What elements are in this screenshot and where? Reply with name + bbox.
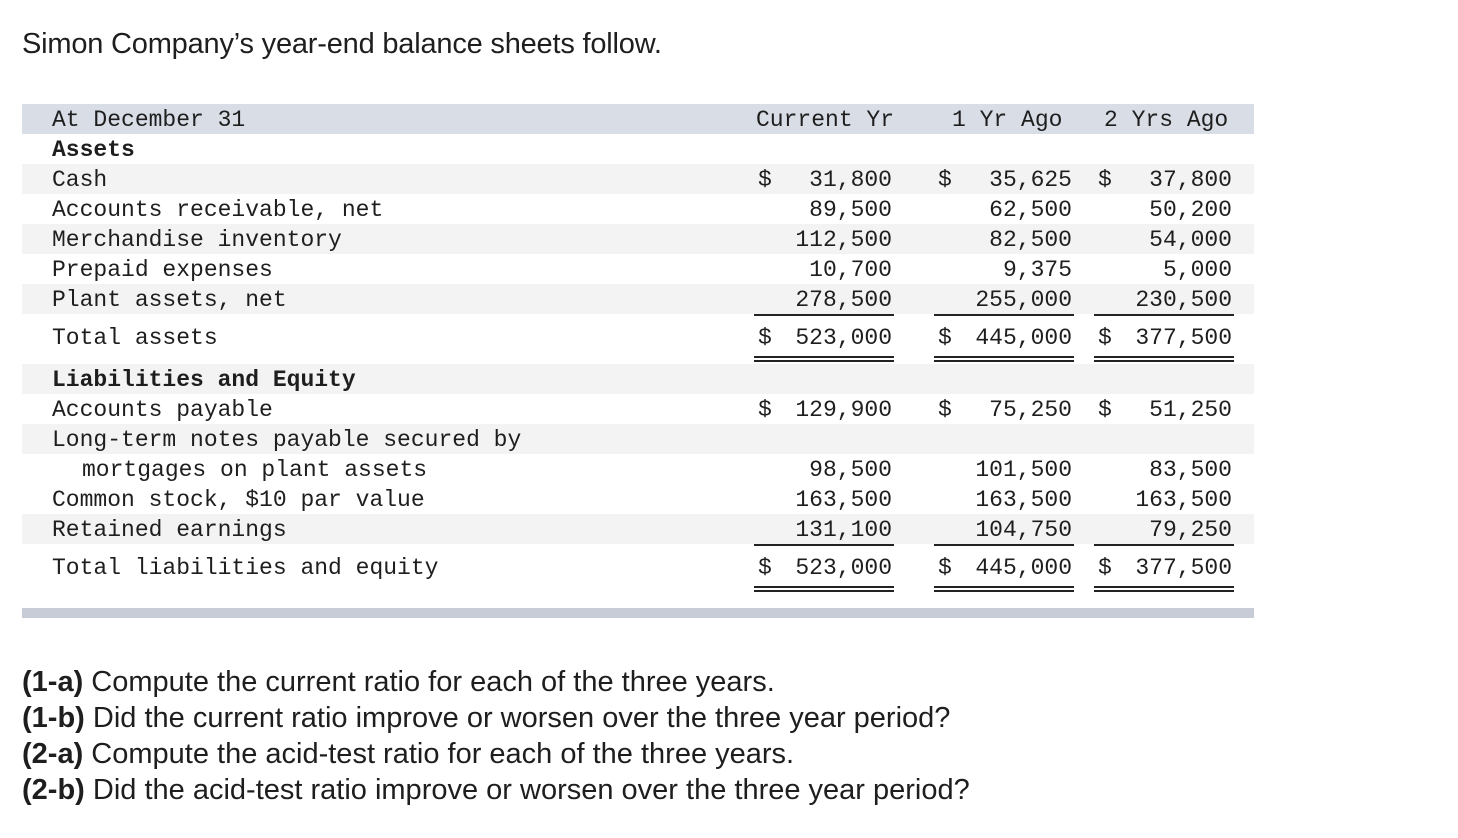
value-current-yr: 131,100 — [795, 517, 892, 543]
currency-symbol: $ — [758, 397, 772, 423]
liabilities-heading: Liabilities and Equity — [52, 367, 356, 393]
row-label: Plant assets, net — [52, 287, 287, 313]
header-label: At December 31 — [52, 107, 246, 133]
value-2-yrs-ago: 163,500 — [1135, 487, 1232, 513]
table-row — [22, 165, 1254, 195]
value-1-yr-ago: 75,250 — [989, 397, 1072, 423]
header-current-yr: Current Yr — [756, 107, 895, 133]
row-label: Total assets — [52, 325, 218, 351]
currency-symbol: $ — [938, 167, 952, 193]
subtotal-underline — [934, 544, 1074, 546]
value-current-yr: 278,500 — [795, 287, 892, 313]
currency-symbol: $ — [1098, 167, 1112, 193]
value-1-yr-ago: 445,000 — [975, 325, 1072, 351]
question-item — [22, 664, 970, 700]
row-label: Total liabilities and equity — [52, 555, 439, 581]
total-double-underline — [1094, 586, 1234, 592]
value-2-yrs-ago: 51,250 — [1149, 397, 1232, 423]
question-text: Did the acid-test ratio improve or worsen over the three year period? — [92, 774, 970, 806]
value-current-yr: 89,500 — [809, 197, 892, 223]
total-double-underline — [754, 586, 894, 592]
intro-text: Simon Company’s year-end balance sheets follow. — [22, 28, 662, 60]
row-label: Merchandise inventory — [52, 227, 342, 253]
question-text: Compute the acid-test ratio for each of the three years. — [91, 738, 795, 770]
value-2-yrs-ago: 79,250 — [1149, 517, 1232, 543]
assets-heading: Assets — [52, 137, 135, 163]
row-label: Long-term notes payable secured by — [52, 427, 522, 453]
currency-symbol: $ — [1098, 397, 1112, 423]
total-double-underline — [934, 356, 1074, 362]
header-1-yr-ago: 1 Yr Ago — [952, 107, 1063, 133]
row-label: Retained earnings — [52, 517, 287, 543]
row-label-continued: mortgages on plant assets — [82, 457, 428, 483]
header-2-yrs-ago: 2 Yrs Ago — [1104, 107, 1229, 133]
currency-symbol: $ — [758, 325, 772, 351]
question-tag: (1-b) — [22, 702, 85, 734]
assets-heading-row — [22, 135, 1254, 165]
question-text: Did the current ratio improve or worsen over the three year period? — [92, 702, 951, 734]
currency-symbol: $ — [758, 167, 772, 193]
value-2-yrs-ago: 83,500 — [1149, 457, 1232, 483]
value-2-yrs-ago: 5,000 — [1162, 257, 1232, 283]
table-row — [22, 225, 1254, 255]
table-row — [22, 285, 1254, 315]
value-1-yr-ago: 62,500 — [989, 197, 1072, 223]
table-row — [22, 255, 1254, 285]
question-text: Compute the current ratio for each of the three years. — [91, 666, 775, 698]
row-label: Common stock, $10 par value — [52, 487, 425, 513]
value-1-yr-ago: 104,750 — [975, 517, 1072, 543]
table-bottom-border — [22, 608, 1254, 618]
value-2-yrs-ago: 54,000 — [1149, 227, 1232, 253]
currency-symbol: $ — [938, 325, 952, 351]
balance-sheet-table — [22, 104, 1254, 618]
value-2-yrs-ago: 230,500 — [1135, 287, 1232, 313]
question-item — [22, 736, 970, 772]
subtotal-underline — [934, 314, 1074, 316]
question-tag: (2-b) — [22, 774, 85, 806]
value-1-yr-ago: 101,500 — [975, 457, 1072, 483]
table-row — [22, 395, 1254, 425]
value-1-yr-ago: 445,000 — [975, 555, 1072, 581]
value-1-yr-ago: 163,500 — [975, 487, 1072, 513]
value-current-yr: 98,500 — [809, 457, 892, 483]
total-liabilities-row — [22, 553, 1254, 583]
currency-symbol: $ — [1098, 555, 1112, 581]
value-1-yr-ago: 82,500 — [989, 227, 1072, 253]
currency-symbol: $ — [938, 397, 952, 423]
question-tag: (2-a) — [22, 738, 84, 770]
currency-symbol: $ — [1098, 325, 1112, 351]
question-item — [22, 700, 970, 736]
question-item — [22, 772, 970, 808]
table-row — [22, 455, 1254, 485]
subtotal-underline — [1094, 314, 1234, 316]
row-label: Cash — [52, 167, 108, 193]
currency-symbol: $ — [758, 555, 772, 581]
value-current-yr: 31,800 — [809, 167, 892, 193]
value-current-yr: 523,000 — [795, 555, 892, 581]
table-row — [22, 195, 1254, 225]
value-current-yr: 10,700 — [809, 257, 892, 283]
liabilities-heading-row — [22, 365, 1254, 395]
table-row — [22, 485, 1254, 515]
total-double-underline — [934, 586, 1074, 592]
question-tag: (1-a) — [22, 666, 84, 698]
value-current-yr: 523,000 — [795, 325, 892, 351]
table-row — [22, 425, 1254, 455]
row-label: Accounts receivable, net — [52, 197, 384, 223]
value-2-yrs-ago: 50,200 — [1149, 197, 1232, 223]
value-1-yr-ago: 9,375 — [1002, 257, 1072, 283]
total-double-underline — [1094, 356, 1234, 362]
table-row — [22, 515, 1254, 545]
value-1-yr-ago: 35,625 — [989, 167, 1072, 193]
question-list — [22, 664, 970, 808]
subtotal-underline — [754, 314, 894, 316]
subtotal-underline — [1094, 544, 1234, 546]
currency-symbol: $ — [938, 555, 952, 581]
row-label: Accounts payable — [52, 397, 273, 423]
subtotal-underline — [754, 544, 894, 546]
total-assets-row — [22, 323, 1254, 353]
total-double-underline — [754, 356, 894, 362]
value-1-yr-ago: 255,000 — [975, 287, 1072, 313]
value-current-yr: 163,500 — [795, 487, 892, 513]
row-label: Prepaid expenses — [52, 257, 273, 283]
value-2-yrs-ago: 377,500 — [1135, 555, 1232, 581]
value-current-yr: 112,500 — [795, 227, 892, 253]
value-2-yrs-ago: 37,800 — [1149, 167, 1232, 193]
table-header-row — [22, 105, 1254, 135]
value-2-yrs-ago: 377,500 — [1135, 325, 1232, 351]
value-current-yr: 129,900 — [795, 397, 892, 423]
